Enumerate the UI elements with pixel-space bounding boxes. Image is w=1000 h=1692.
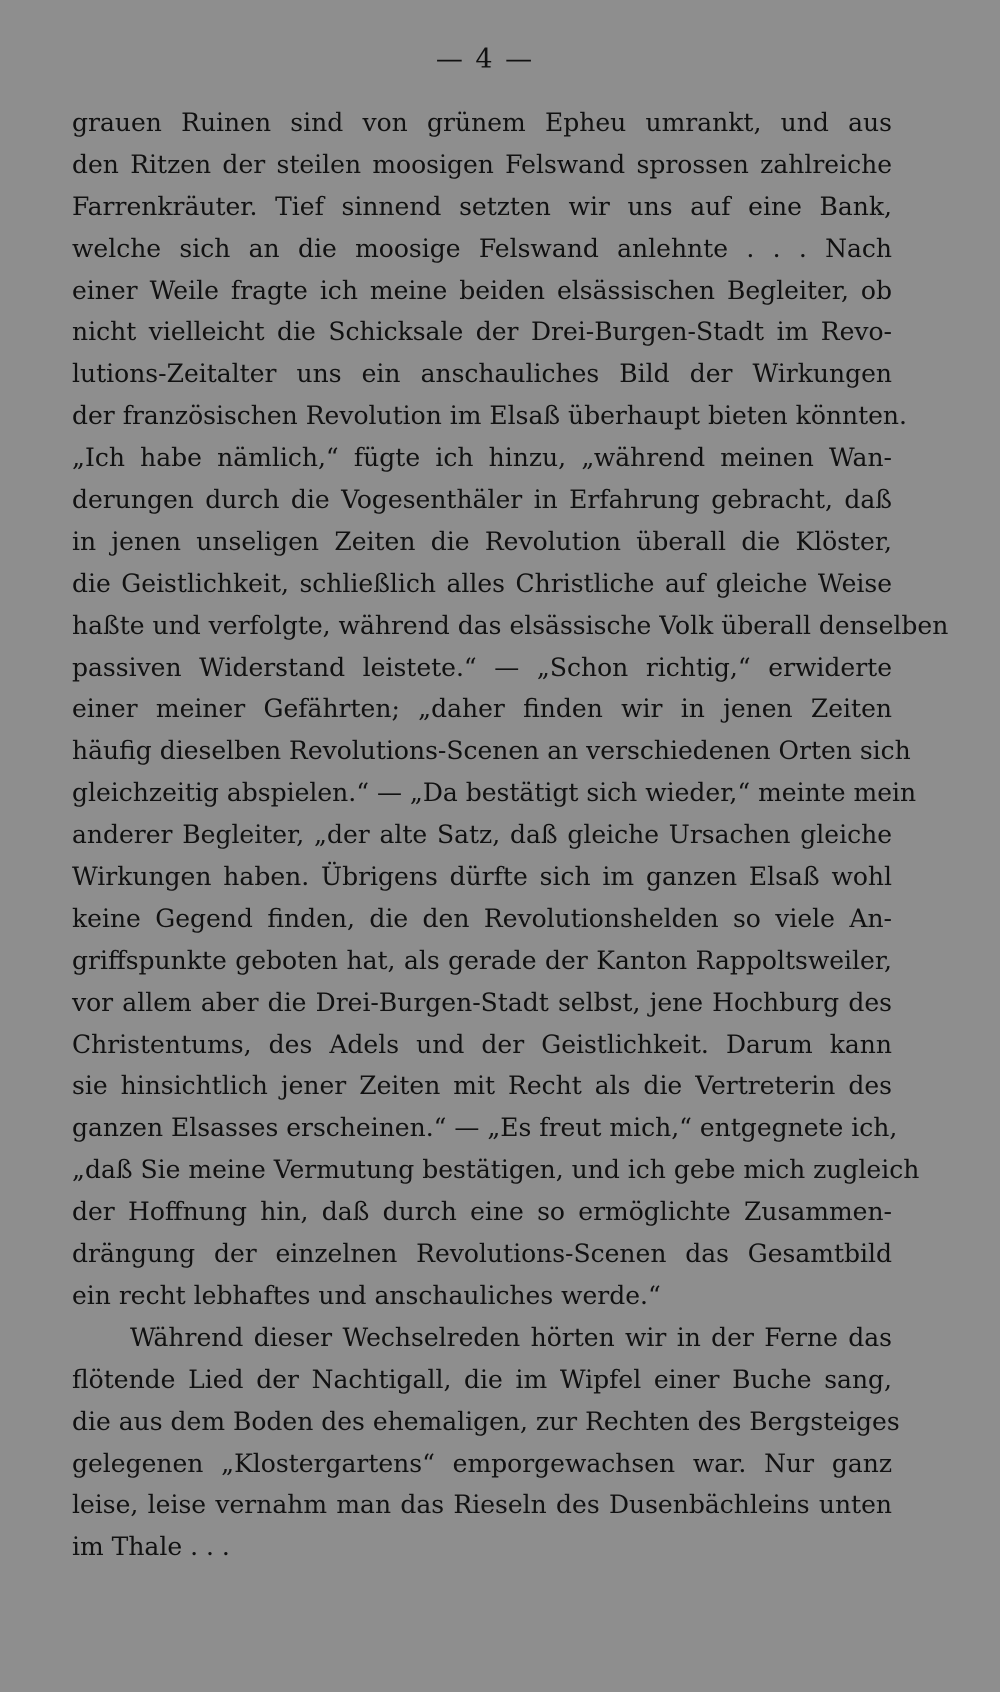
text-line: sie hinsichtlich jener Zeiten mit Recht als die Vertreterin des (72, 1071, 892, 1101)
text-line: der französischen Revolution im Elsaß überhaupt bieten könnten. (72, 401, 907, 431)
text-line: ganzen Elsasses erscheinen.“ — „Es freut mich,“ entgegnete ich, (72, 1113, 898, 1143)
text-line: griffspunkte geboten hat, als gerade der Kanton Rappoltsweiler, (72, 945, 892, 975)
text-line: nicht vielleicht die Schicksale der Drei-Burgen-Stadt im Revo- (72, 317, 892, 347)
text-line: Während dieser Wechselreden hörten wir in der Ferne das (130, 1322, 892, 1352)
page-number: — 4 — (435, 44, 535, 75)
text-line: Christentums, des Adels und der Geistlichkeit. Darum kann (72, 1029, 892, 1059)
body-text (72, 102, 949, 1568)
text-line: derungen durch die Vogesenthäler in Erfahrung gebracht, daß (72, 485, 892, 515)
text-line: keine Gegend finden, die den Revolutionshelden so viele An- (72, 903, 892, 933)
text-line: leise, leise vernahm man das Rieseln des Dusenbächleins unten (72, 1490, 892, 1520)
text-line: einer meiner Gefährten; „daher finden wir in jenen Zeiten (72, 694, 892, 724)
text-line: einer Weile fragte ich meine beiden elsässischen Begleiter, ob (72, 275, 892, 305)
text-line: gleichzeitig abspielen.“ — „Da bestätigt sich wieder,“ meinte mein (72, 778, 917, 808)
text-line: gelegenen „Klostergartens“ emporgewachsen war. Nur ganz (72, 1448, 892, 1478)
text-line: Farrenkräuter. Tief sinnend setzten wir uns auf eine Bank, (72, 191, 892, 221)
text-line: die Geistlichkeit, schließlich alles Christliche auf gleiche Weise (72, 568, 892, 598)
text-line: haßte und verfolgte, während das elsässische Volk überall denselben (72, 610, 949, 640)
text-line: welche sich an die moosige Felswand anlehnte . . . Nach (72, 233, 892, 263)
text-line: den Ritzen der steilen moosigen Felswand sprossen zahlreiche (72, 149, 892, 179)
text-line: Wirkungen haben. Übrigens dürfte sich im ganzen Elsaß wohl (72, 862, 892, 892)
text-line: grauen Ruinen sind von grünem Epheu umrankt, und aus (72, 108, 892, 137)
text-line: anderer Begleiter, „der alte Satz, daß gleiche Ursachen gleiche (72, 820, 892, 850)
text-line: flötende Lied der Nachtigall, die im Wipfel einer Buche sang, (72, 1364, 892, 1394)
text-line: der Hoffnung hin, daß durch eine so ermöglichte Zusammen- (72, 1197, 892, 1227)
text-line: im Thale . . . (72, 1532, 230, 1562)
text-line: „daß Sie meine Vermutung bestätigen, und ich gebe mich zugleich (72, 1155, 920, 1185)
text-line: in jenen unseligen Zeiten die Revolution überall die Klöster, (72, 526, 892, 556)
text-line: drängung der einzelnen Revolutions-Scenen das Gesamtbild (72, 1239, 892, 1269)
text-line: „Ich habe nämlich,“ fügte ich hinzu, „während meinen Wan- (72, 443, 892, 473)
text-line: vor allem aber die Drei-Burgen-Stadt selbst, jene Hochburg des (72, 987, 892, 1017)
text-line: lutions-Zeitalter uns ein anschauliches Bild der Wirkungen (72, 359, 892, 389)
text-line: häufig dieselben Revolutions-Scenen an verschiedenen Orten sich (72, 736, 911, 766)
text-line: ein recht lebhaftes und anschauliches werde.“ (72, 1280, 661, 1310)
text-line: passiven Widerstand leistete.“ — „Schon richtig,“ erwiderte (72, 652, 892, 682)
text-line: die aus dem Boden des ehemaligen, zur Rechten des Bergsteiges (72, 1406, 900, 1436)
